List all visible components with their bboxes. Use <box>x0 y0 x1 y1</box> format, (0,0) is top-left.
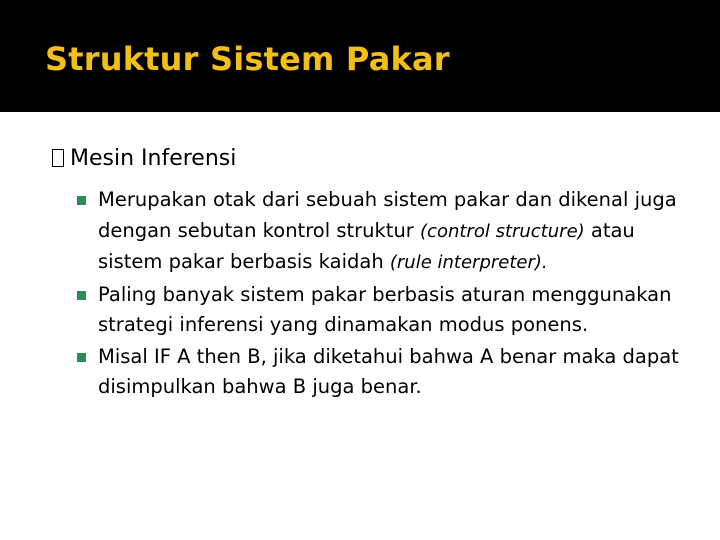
square-bullet-icon <box>77 353 86 362</box>
slide-content <box>52 143 692 404</box>
level1-item-mesin-inferensi <box>52 143 692 175</box>
sub-item-text <box>98 345 679 399</box>
sub-item-text <box>98 188 677 273</box>
sub-item-1 <box>52 185 692 279</box>
sub-item-text-part: Paling banyak sistem pakar berbasis aturan menggunakan strategi inferensi yang dinamakan modus ponens. <box>98 282 672 336</box>
sub-item-2 <box>52 280 692 341</box>
square-bullet-icon <box>77 196 86 205</box>
missing-glyph-bullet-icon <box>52 149 64 167</box>
sub-item-text-part-italic: (control structure) <box>420 220 585 242</box>
sub-item-3 <box>52 342 692 403</box>
square-bullet-icon <box>77 291 86 300</box>
sub-bullet-list <box>52 185 692 403</box>
sub-item-text-part: atau sistem pakar berbasis kaidah <box>98 218 635 273</box>
sub-item-text-part: Misal IF A then B, jika diketahui bahwa A benar maka dapat disimpulkan bahwa B juga benar. <box>98 344 679 398</box>
title-bar <box>0 0 720 112</box>
sub-item-text-part-italic: (rule interpreter). <box>389 252 548 273</box>
level1-label: Mesin Inferensi <box>70 146 237 171</box>
sub-item-text <box>98 283 671 337</box>
slide-title: Struktur Sistem Pakar <box>45 40 450 78</box>
sub-item-text-part: Merupakan otak dari sebuah sistem pakar dan dikenal juga dengan sebutan kontrol struktur <box>98 188 677 242</box>
